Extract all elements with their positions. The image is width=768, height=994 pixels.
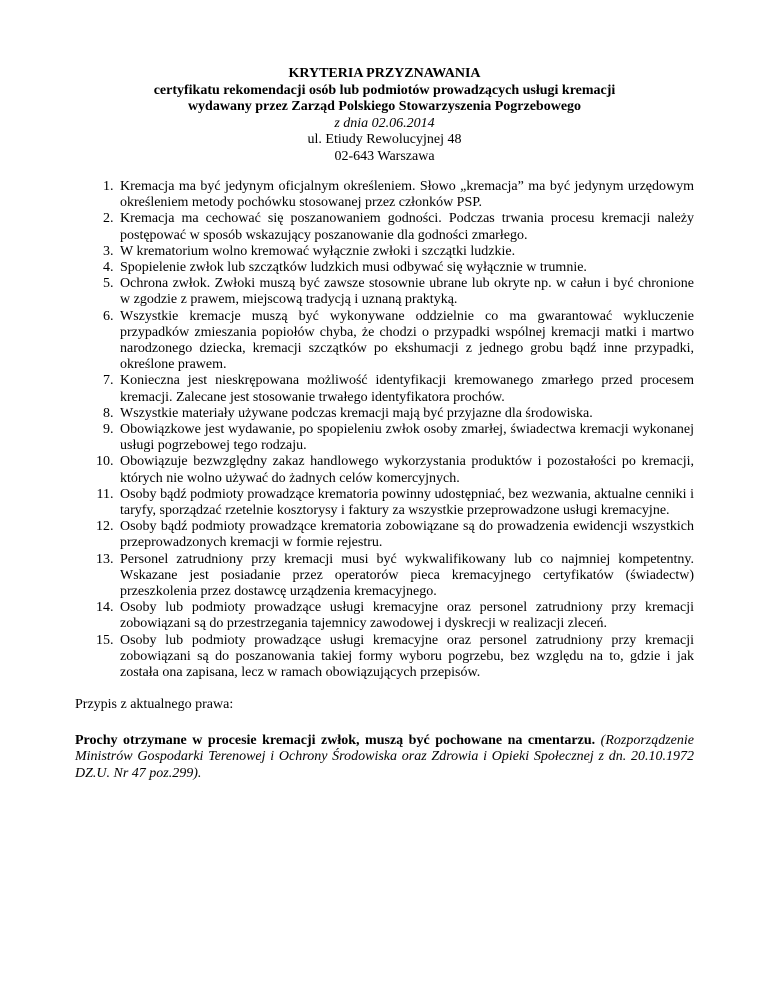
criteria-item: 1. Kremacja ma być jedynym oficjalnym określeniem. Słowo „kremacja” ma być jedynym urzędowym określeniem metody pochówku stosowanej przez członków PSP. <box>117 179 694 211</box>
legal-note <box>75 733 694 783</box>
criteria-item: 8. Wszystkie materiały używane podczas kremacji mają być przyjazne dla środowiska. <box>117 406 694 422</box>
criteria-item: 7. Konieczna jest nieskrępowana możliwość identyfikacji kremowanego zmarłego przed procesem kremacji. Zalecane jest stosowanie trwałego identyfikatora prochów. <box>117 373 694 405</box>
criteria-item: 11. Osoby bądź podmioty prowadzące krematoria powinny udostępniać, bez wezwania, aktualne cenniki i taryfy, sporządzać rzetelnie kosztorysy i faktury za wszystkie przeprowadzone usługi kremacyjne. <box>117 487 694 519</box>
document-header <box>75 66 694 165</box>
document-title: KRYTERIA PRZYZNAWANIA <box>288 66 481 81</box>
document-date: z dnia 02.06.2014 <box>334 115 435 131</box>
criteria-item: 3. W krematorium wolno kremować wyłącznie zwłoki i szczątki ludzkie. <box>117 244 694 260</box>
document-issuer: wydawany przez Zarząd Polskiego Stowarzyszenia Pogrzebowego <box>187 99 582 114</box>
criteria-item: 15. Osoby lub podmioty prowadzące usługi kremacyjne oraz personel zatrudniony przy kremacji zobowiązani są do poszanowania takiej formy wyboru pogrzebu, bez względu na to, gdzie i jak została ona zapisana, lecz w ramach obowiązujących przepisów. <box>117 633 694 682</box>
criteria-item: 6. Wszystkie kremacje muszą być wykonywane oddzielnie co ma gwarantować wykluczenie przypadków zmieszania popiołów chyba, że chodzi o przypadki wspólnej kremacji matki i martwo narodzonego dziecka, kremacji szczątków po ekshumacji z jednego grobu bądź inne przypadki, określone prawem. <box>117 309 694 374</box>
criteria-item: 13. Personel zatrudniony przy kremacji musi być wykwalifikowany lub co najmniej kompetentny. Wskazane jest posiadanie przez operatorów pieca kremacyjnego certyfikatów (świadectw) przeszkolenia przez dostawcę urządzenia kremacyjnego. <box>117 552 694 601</box>
criteria-item: 2. Kremacja ma cechować się poszanowaniem godności. Podczas trwania procesu kremacji należy postępować w sposób wskazujący poszanowanie dla godności zmarłego. <box>117 211 694 243</box>
criteria-item: 5. Ochrona zwłok. Zwłoki muszą być zawsze stosownie ubrane lub okryte np. w całun i być chronione w zgodzie z prawem, miejscową tradycją i uznaną praktyką. <box>117 276 694 308</box>
legal-note-label: Przypis z aktualnego prawa: <box>75 697 234 713</box>
criteria-list <box>75 179 694 681</box>
address-city: 02-643 Warszawa <box>334 148 435 164</box>
address-street: ul. Etiudy Rewolucyjnej 48 <box>307 132 462 147</box>
document-subtitle: certyfikatu rekomendacji osób lub podmiotów prowadzących usługi kremacji <box>153 82 616 98</box>
legal-note-citation: (Rozporządzenie Ministrów Gospodarki Terenowej i Ochrony Środowiska oraz Zdrowia i Opieki Społecznej z dn. 20.10.1972 DZ.U. Nr 47 poz.299). <box>75 732 694 781</box>
criteria-item: 14. Osoby lub podmioty prowadzące usługi kremacyjne oraz personel zatrudniony przy kremacji zobowiązani są do przestrzegania tajemnicy zawodowej i dyskrecji w realizacji zleceń. <box>117 600 694 632</box>
criteria-item: 12. Osoby bądź podmioty prowadzące krematoria zobowiązane są do prowadzenia ewidencji wszystkich przeprowadzonych kremacji w formie rejestru. <box>117 519 694 551</box>
legal-note-statement: Prochy otrzymane w procesie kremacji zwłok, muszą być pochowane na cmentarzu. <box>75 732 596 748</box>
criteria-item: 10. Obowiązuje bezwzględny zakaz handlowego wykorzystania produktów i pozostałości po kremacji, których nie wolno używać do żadnych celów komercyjnych. <box>117 454 694 486</box>
criteria-item: 9. Obowiązkowe jest wydawanie, po spopieleniu zwłok osoby zmarłej, świadectwa kremacji wykonanej usługi pogrzebowej tego rodzaju. <box>117 422 694 454</box>
criteria-item: 4. Spopielenie zwłok lub szczątków ludzkich musi odbywać się wyłącznie w trumnie. <box>117 260 694 276</box>
